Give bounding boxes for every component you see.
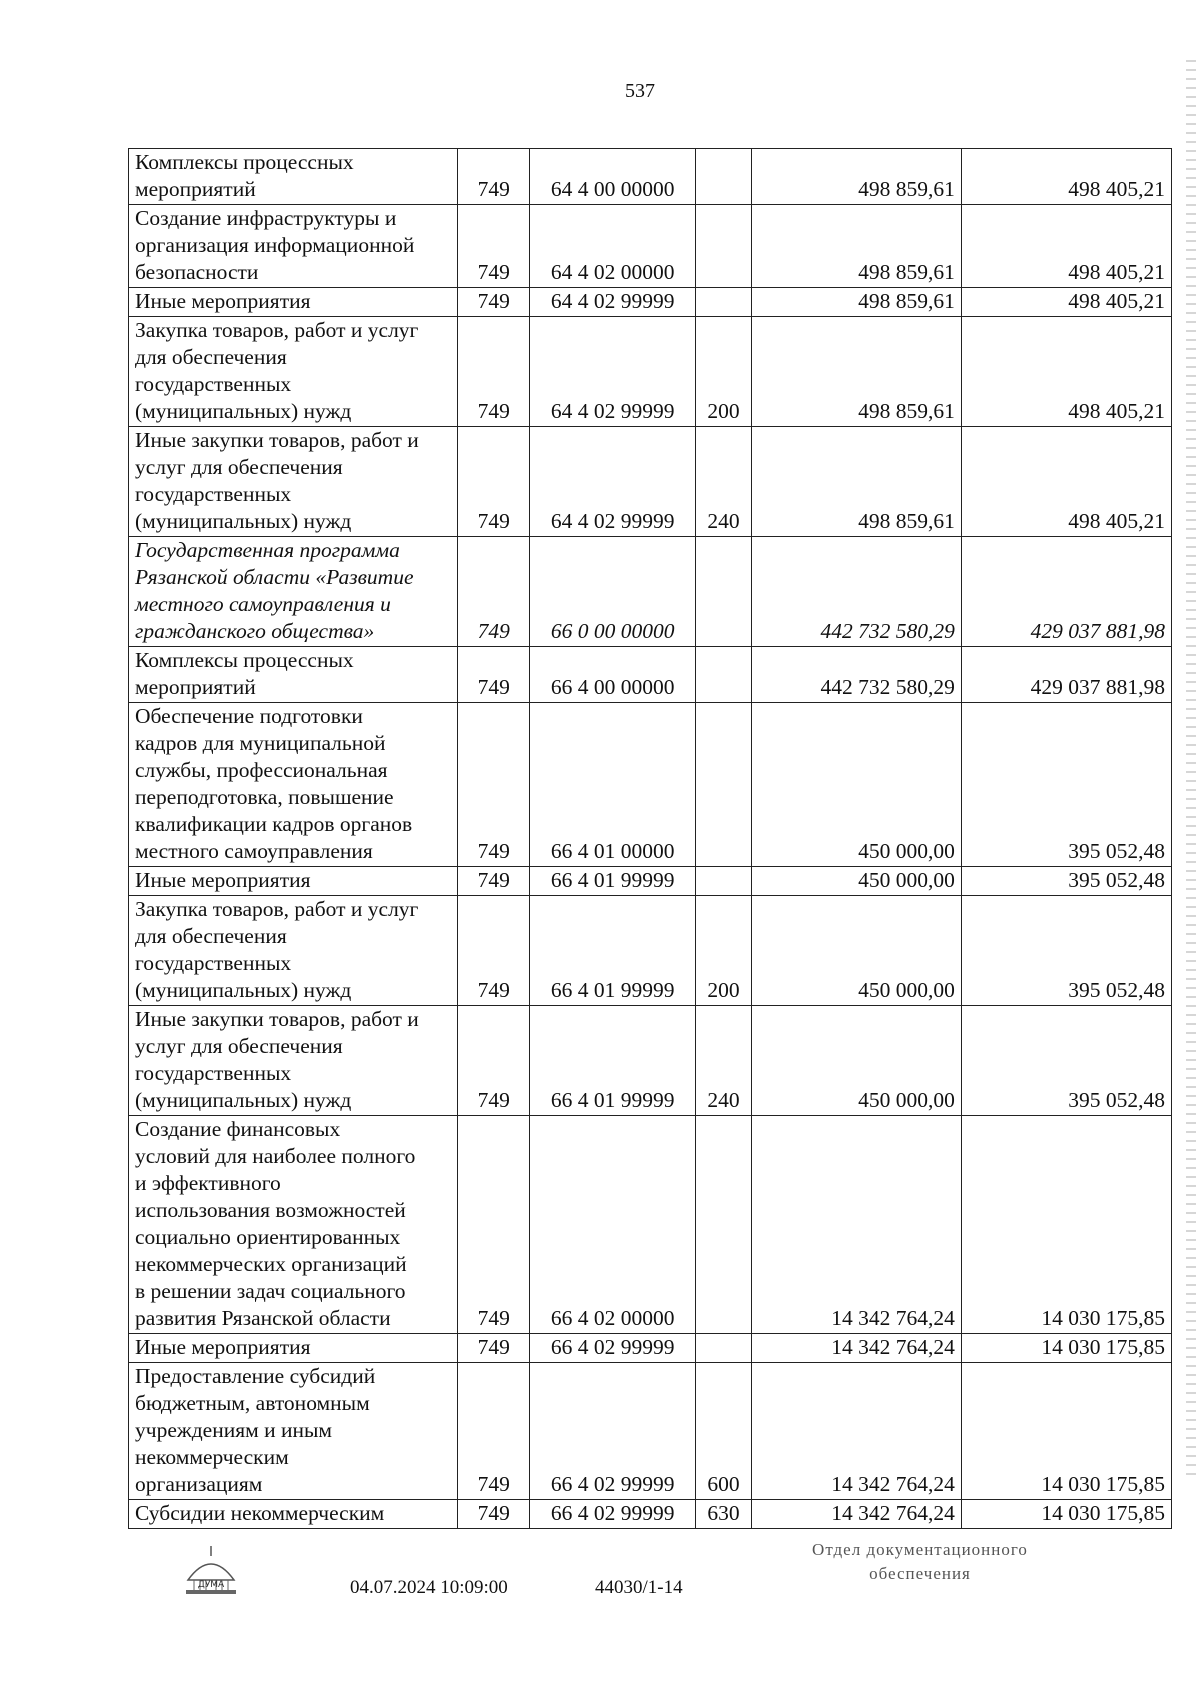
table-row (129, 703, 1172, 867)
ministry-code-cell: 749 (458, 1006, 530, 1116)
target-article-cell: 66 4 02 99999 (530, 1334, 696, 1363)
row-name-line: государственных (135, 482, 292, 506)
sum-executed-cell: 498 405,21 (961, 288, 1171, 317)
stamp-line-2: обеспечения (869, 1564, 971, 1583)
expense-type-cell (696, 288, 752, 317)
row-name-line: для обеспечения (135, 924, 287, 948)
ministry-code-cell: 749 (458, 1116, 530, 1334)
row-name-line: Предоставление субсидий (135, 1364, 376, 1388)
sum-2024-cell: 498 859,61 (751, 205, 961, 288)
row-name-line: Иные мероприятия (135, 868, 311, 892)
sum-2024-cell: 450 000,00 (751, 896, 961, 1006)
sum-2024-cell: 450 000,00 (751, 867, 961, 896)
row-name-line: (муниципальных) нужд (135, 399, 352, 423)
row-name-line: мероприятий (135, 177, 256, 201)
row-name-line: (муниципальных) нужд (135, 978, 352, 1002)
row-name-line: кадров для муниципальной (135, 731, 386, 755)
ministry-code-cell: 749 (458, 288, 530, 317)
target-article-cell: 66 4 02 00000 (530, 1116, 696, 1334)
row-name-cell (129, 288, 458, 317)
table-row (129, 1006, 1172, 1116)
table-row (129, 205, 1172, 288)
sum-2024-cell: 14 342 764,24 (751, 1334, 961, 1363)
row-name-line: бюджетным, автономным (135, 1391, 370, 1415)
row-name-line: Иные закупки товаров, работ и (135, 1007, 419, 1031)
ministry-code-cell: 749 (458, 896, 530, 1006)
row-name-cell (129, 1334, 458, 1363)
target-article-cell: 66 4 01 00000 (530, 703, 696, 867)
sum-executed-cell: 498 405,21 (961, 317, 1171, 427)
expense-type-cell: 600 (696, 1363, 752, 1500)
row-name-cell (129, 205, 458, 288)
row-name-cell (129, 1363, 458, 1500)
row-name-line: Государственная программа (135, 538, 400, 562)
target-article-cell: 66 4 02 99999 (530, 1500, 696, 1529)
sum-2024-cell: 14 342 764,24 (751, 1116, 961, 1334)
sum-2024-cell: 14 342 764,24 (751, 1363, 961, 1500)
sum-executed-cell: 14 030 175,85 (961, 1116, 1171, 1334)
target-article-cell: 66 4 01 99999 (530, 896, 696, 1006)
expense-type-cell (696, 537, 752, 647)
ministry-code-cell: 749 (458, 1334, 530, 1363)
row-name-line: Комплексы процессных (135, 150, 354, 174)
sum-executed-cell: 395 052,48 (961, 896, 1171, 1006)
row-name-line: Закупка товаров, работ и услуг (135, 897, 419, 921)
sum-executed-cell: 395 052,48 (961, 867, 1171, 896)
sum-2024-cell: 498 859,61 (751, 427, 961, 537)
row-name-line: Создание инфраструктуры и (135, 206, 397, 230)
sum-2024-cell: 14 342 764,24 (751, 1500, 961, 1529)
row-name-line: Иные мероприятия (135, 289, 311, 313)
department-stamp (780, 1538, 1060, 1586)
row-name-line: развития Рязанской области (135, 1306, 391, 1330)
table-row (129, 1334, 1172, 1363)
expense-type-cell: 240 (696, 1006, 752, 1116)
row-name-line: местного самоуправления и (135, 592, 391, 616)
row-name-line: мероприятий (135, 675, 256, 699)
target-article-cell: 66 4 01 99999 (530, 867, 696, 896)
row-name-cell (129, 537, 458, 647)
row-name-cell (129, 1006, 458, 1116)
expense-type-cell: 200 (696, 317, 752, 427)
row-name-line: квалификации кадров органов (135, 812, 413, 836)
expense-type-cell: 200 (696, 896, 752, 1006)
row-name-line: социально ориентированных (135, 1225, 401, 1249)
expense-type-cell: 630 (696, 1500, 752, 1529)
row-name-line: безопасности (135, 260, 259, 284)
table-row (129, 288, 1172, 317)
row-name-line: Иные мероприятия (135, 1335, 311, 1359)
logo-text: ДУМА (197, 1580, 225, 1590)
footer-doc-number: 44030/1-14 (595, 1577, 683, 1598)
ministry-code-cell: 749 (458, 537, 530, 647)
row-name-line: использования возможностей (135, 1198, 406, 1222)
row-name-line: услуг для обеспечения (135, 455, 343, 479)
footer-datetime: 04.07.2024 10:09:00 (350, 1577, 508, 1598)
row-name-line: и эффективного (135, 1171, 281, 1195)
ministry-code-cell: 749 (458, 703, 530, 867)
row-name-line: Комплексы процессных (135, 648, 354, 672)
sum-executed-cell: 14 030 175,85 (961, 1334, 1171, 1363)
row-name-line: службы, профессиональная (135, 758, 388, 782)
sum-2024-cell: 498 859,61 (751, 288, 961, 317)
table-row (129, 867, 1172, 896)
row-name-cell (129, 647, 458, 703)
target-article-cell: 64 4 02 99999 (530, 317, 696, 427)
ministry-code-cell: 749 (458, 205, 530, 288)
table-row (129, 896, 1172, 1006)
row-name-cell (129, 703, 458, 867)
ministry-code-cell: 749 (458, 1363, 530, 1500)
ministry-code-cell: 749 (458, 149, 530, 205)
sum-executed-cell: 14 030 175,85 (961, 1500, 1171, 1529)
sum-executed-cell: 429 037 881,98 (961, 647, 1171, 703)
table-row (129, 537, 1172, 647)
row-name-line: (муниципальных) нужд (135, 1088, 352, 1112)
row-name-line: (муниципальных) нужд (135, 509, 352, 533)
table-row (129, 647, 1172, 703)
budget-table-body (129, 149, 1172, 1529)
row-name-line: Субсидии некоммерческим (135, 1501, 385, 1525)
expense-type-cell (696, 867, 752, 896)
expense-type-cell (696, 1116, 752, 1334)
row-name-line: условий для наиболее полного (135, 1144, 416, 1168)
table-row (129, 149, 1172, 205)
ministry-code-cell: 749 (458, 427, 530, 537)
expense-type-cell (696, 205, 752, 288)
row-name-line: услуг для обеспечения (135, 1034, 343, 1058)
ministry-code-cell: 749 (458, 317, 530, 427)
target-article-cell: 64 4 02 99999 (530, 288, 696, 317)
row-name-line: Иные закупки товаров, работ и (135, 428, 419, 452)
row-name-line: Закупка товаров, работ и услуг (135, 318, 419, 342)
table-row (129, 1500, 1172, 1529)
row-name-cell (129, 1116, 458, 1334)
target-article-cell: 64 4 00 00000 (530, 149, 696, 205)
row-name-cell (129, 317, 458, 427)
row-name-line: переподготовка, повышение (135, 785, 394, 809)
row-name-line: гражданского общества» (135, 619, 375, 643)
sum-2024-cell: 498 859,61 (751, 317, 961, 427)
row-name-line: организациям (135, 1472, 263, 1496)
sum-2024-cell: 442 732 580,29 (751, 647, 961, 703)
row-name-line: государственных (135, 372, 292, 396)
budget-table (128, 148, 1172, 1529)
target-article-cell: 64 4 02 00000 (530, 205, 696, 288)
table-row (129, 317, 1172, 427)
ministry-code-cell: 749 (458, 1500, 530, 1529)
target-article-cell: 66 4 01 99999 (530, 1006, 696, 1116)
expense-type-cell (696, 1334, 752, 1363)
row-name-line: Создание финансовых (135, 1117, 341, 1141)
stamp-line-1: Отдел документационного (812, 1540, 1028, 1559)
row-name-line: для обеспечения (135, 345, 287, 369)
ministry-code-cell: 749 (458, 647, 530, 703)
duma-logo-icon (180, 1540, 242, 1602)
sum-executed-cell: 498 405,21 (961, 427, 1171, 537)
expense-type-cell (696, 647, 752, 703)
row-name-line: государственных (135, 1061, 292, 1085)
sum-executed-cell: 498 405,21 (961, 149, 1171, 205)
sum-2024-cell: 450 000,00 (751, 1006, 961, 1116)
page-number: 537 (625, 80, 655, 102)
row-name-line: местного самоуправления (135, 839, 373, 863)
target-article-cell: 66 0 00 00000 (530, 537, 696, 647)
sum-executed-cell: 14 030 175,85 (961, 1363, 1171, 1500)
row-name-line: Обеспечение подготовки (135, 704, 363, 728)
target-article-cell: 66 4 02 99999 (530, 1363, 696, 1500)
sum-2024-cell: 450 000,00 (751, 703, 961, 867)
row-name-line: в решении задач социального (135, 1279, 406, 1303)
sum-executed-cell: 498 405,21 (961, 205, 1171, 288)
expense-type-cell: 240 (696, 427, 752, 537)
sum-2024-cell: 442 732 580,29 (751, 537, 961, 647)
target-article-cell: 64 4 02 99999 (530, 427, 696, 537)
row-name-cell (129, 896, 458, 1006)
table-row (129, 1116, 1172, 1334)
row-name-cell (129, 867, 458, 896)
sum-executed-cell: 395 052,48 (961, 1006, 1171, 1116)
row-name-cell (129, 1500, 458, 1529)
row-name-cell (129, 427, 458, 537)
row-name-line: некоммерческим (135, 1445, 289, 1469)
target-article-cell: 66 4 00 00000 (530, 647, 696, 703)
table-row (129, 1363, 1172, 1500)
row-name-line: организация информационной (135, 233, 415, 257)
row-name-cell (129, 149, 458, 205)
row-name-line: учреждениям и иным (135, 1418, 333, 1442)
row-name-line: Рязанской области «Развитие (135, 565, 414, 589)
table-row (129, 427, 1172, 537)
expense-type-cell (696, 149, 752, 205)
row-name-line: государственных (135, 951, 292, 975)
sum-executed-cell: 429 037 881,98 (961, 537, 1171, 647)
sum-2024-cell: 498 859,61 (751, 149, 961, 205)
row-name-line: некоммерческих организаций (135, 1252, 407, 1276)
sum-executed-cell: 395 052,48 (961, 703, 1171, 867)
ministry-code-cell: 749 (458, 867, 530, 896)
expense-type-cell (696, 703, 752, 867)
scan-edge-artifact (1186, 60, 1196, 1480)
